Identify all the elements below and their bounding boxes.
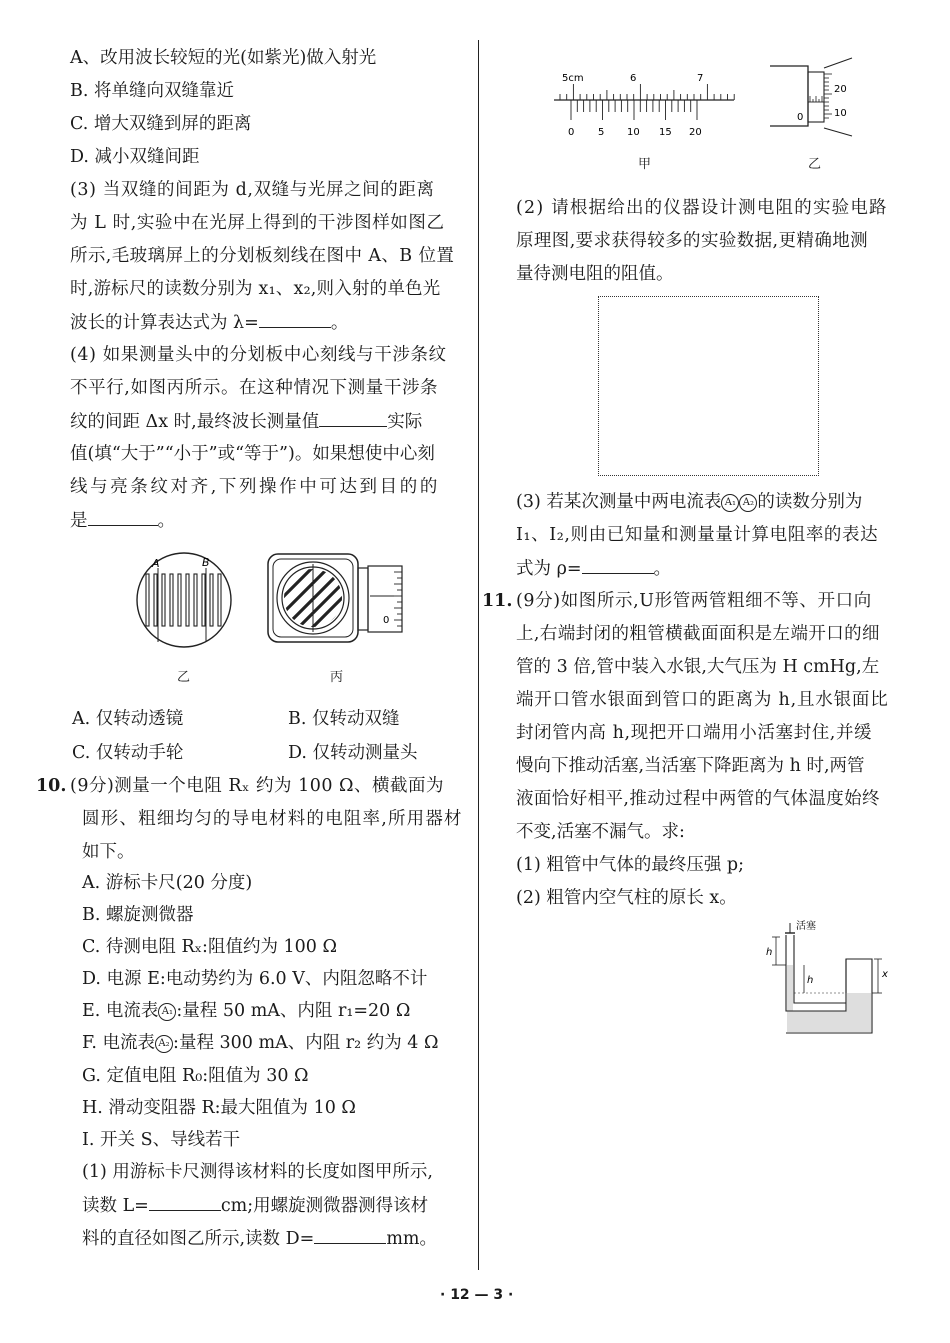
choice-c: C. 仅转动手轮 <box>72 743 184 763</box>
ammeter-a2-icon: A₂ <box>155 1035 173 1053</box>
q10-1-line-2-text: 读数 L= <box>82 1196 149 1216</box>
q11-line-1: (9分)如图所示,U形管两管粗细不等、开口向 <box>516 591 872 611</box>
equipment-g: G. 定值电阻 R₀:阻值为 30 Ω <box>82 1066 309 1086</box>
q10-3-line-1-tail: 的读数分别为 <box>757 492 863 512</box>
h-label-inner: h <box>807 975 814 986</box>
caliper-main-label-6: 6 <box>630 73 637 84</box>
q4-line-6 <box>70 507 175 534</box>
equipment-a: A. 游标卡尺(20 分度) <box>82 873 253 893</box>
q10-1-line-2 <box>82 1192 428 1219</box>
q10-line-3: 如下。 <box>82 842 135 862</box>
q3-line-3: 所示,毛玻璃屏上的分划板刻线在图中 A、B 位置 <box>70 246 455 266</box>
u-tube-figure <box>760 915 896 1037</box>
figure-yi-caption: 乙 <box>177 670 191 685</box>
choice-b: B. 仅转动双缝 <box>288 709 400 729</box>
q4-line-3 <box>70 408 422 435</box>
measuring-head-zero: 0 <box>383 615 390 626</box>
caliper-caption: 甲 <box>638 157 652 172</box>
q10-3-line-3-text: 式为 ρ= <box>516 559 582 579</box>
column-divider <box>478 40 479 1270</box>
q10-3-line-3 <box>516 555 671 582</box>
q10-1-mm: mm。 <box>386 1229 438 1249</box>
q11-line-3: 管的 3 倍,管中装入水银,大气压为 H cmHg,左 <box>516 657 880 677</box>
q11-line-4: 端开口管水银面到管口的距离为 h,且水银面比 <box>516 690 889 710</box>
q10-1-line-3-text: 料的直径如图乙所示,读数 D= <box>82 1229 315 1249</box>
q4-line-1: (4) 如果测量头中的分划板中心刻线与干涉条纹 <box>70 345 447 365</box>
length-blank[interactable] <box>149 1192 221 1211</box>
q3-line-5-text: 波长的计算表达式为 λ= <box>70 313 259 333</box>
q11-sub-2: (2) 粗管内空气柱的原长 x。 <box>516 888 737 908</box>
equipment-b: B. 螺旋测微器 <box>82 905 194 925</box>
caliper-vernier-label-15: 15 <box>659 127 672 138</box>
q10-3-line-1 <box>516 489 862 515</box>
option-c: C. 增大双缝到屏的距离 <box>70 114 252 134</box>
circuit-design-box[interactable] <box>598 296 819 476</box>
equipment-f <box>82 1030 438 1056</box>
equipment-e-label: E. 电流表 <box>82 1001 159 1021</box>
q10-line-1: (9分)测量一个电阻 Rₓ 约为 100 Ω、横截面为 <box>70 776 445 796</box>
equipment-i: I. 开关 S、导线若干 <box>82 1130 241 1150</box>
figure-bing-caption: 丙 <box>330 670 344 685</box>
caliper-vernier-label-0: 0 <box>568 127 575 138</box>
caliper-main-label-7: 7 <box>697 73 704 84</box>
q4-end: 。 <box>157 511 175 531</box>
q4-line-4: 值(填“大于”“小于”或“等于”)。如果想使中心刻 <box>70 444 435 464</box>
micrometer-figure <box>768 52 864 138</box>
q11-line-8: 不变,活塞不漏气。求: <box>516 822 685 842</box>
q4-line-6-text: 是 <box>70 511 88 531</box>
q10-2-line-2: 原理图,要求获得较多的实验数据,更精确地测 <box>516 231 869 251</box>
q4-line-5: 线与亮条纹对齐,下列操作中可达到目的的 <box>70 477 440 497</box>
q11-line-6: 慢向下推动活塞,当活塞下降距离为 h 时,两管 <box>516 756 865 776</box>
q10-2-line-1: (2) 请根据给出的仪器设计测电阻的实验电路 <box>516 198 888 218</box>
diameter-blank[interactable] <box>314 1225 386 1244</box>
option-a: A、改用波长较短的光(如紫光)做入射光 <box>70 48 377 68</box>
fringe-label-b: B <box>202 556 210 569</box>
q11-number: 11. <box>482 591 513 611</box>
fringe-label-a: A <box>152 557 160 570</box>
equipment-e-spec: :量程 50 mA、内阻 r₁=20 Ω <box>176 1001 411 1021</box>
equipment-f-spec: :量程 300 mA、内阻 r₂ 约为 4 Ω <box>173 1033 439 1053</box>
q4-line-3-text: 纹的间距 Δx 时,最终波长测量值 <box>70 412 320 432</box>
equipment-f-label: F. 电流表 <box>82 1033 156 1053</box>
measuring-head-figure-bing <box>266 552 408 644</box>
x-label: x <box>882 969 888 980</box>
q3-end: 。 <box>330 313 349 333</box>
q11-line-7: 液面恰好相平,推动过程中两管的气体温度始终 <box>516 789 880 809</box>
caliper-vernier-label-20: 20 <box>689 127 702 138</box>
micrometer-label-10: 10 <box>834 108 847 119</box>
fringe-figure-yi <box>126 550 242 650</box>
equipment-h: H. 滑动变阻器 R:最大阻值为 10 Ω <box>82 1098 356 1118</box>
caliper-vernier-label-10: 10 <box>627 127 640 138</box>
equipment-e <box>82 998 410 1024</box>
q11-line-5: 封闭管内高 h,现把开口端用小活塞封住,并缓 <box>516 723 873 743</box>
q10-3-line-1-text: (3) 若某次测量中两电流表 <box>516 492 722 512</box>
q10-line-2: 圆形、粗细均匀的导电材料的电阻率,所用器材 <box>82 809 463 829</box>
choice-a: A. 仅转动透镜 <box>72 709 184 729</box>
q10-3-line-2: I₁、I₂,则由已知量和测量量计算电阻率的表达 <box>516 525 879 545</box>
resistivity-blank[interactable] <box>582 555 654 574</box>
vernier-caliper-figure <box>548 70 738 142</box>
piston-label: 活塞 <box>796 921 816 932</box>
choice-d: D. 仅转动测量头 <box>288 743 418 763</box>
micrometer-label-0: 0 <box>797 112 804 123</box>
ammeter-a1-icon: A₁ <box>158 1003 176 1021</box>
h-label-left: h <box>766 947 773 958</box>
q4-line-2: 不平行,如图丙所示。在这种情况下测量干涉条 <box>70 378 439 398</box>
q3-line-5 <box>70 309 348 336</box>
operation-blank[interactable] <box>88 507 158 526</box>
caliper-main-label-5cm: 5cm <box>562 73 584 84</box>
q4-actual: 实际 <box>387 412 423 432</box>
q3-line-1: (3) 当双缝的间距为 d,双缝与光屏之间的距离 <box>70 180 435 200</box>
page-number: · 12 — 3 · <box>440 1287 514 1303</box>
equipment-d: D. 电源 E:电动势约为 6.0 V、内阻忽略不计 <box>82 969 428 989</box>
ammeter-a2-icon-2: A₂ <box>739 494 757 512</box>
q10-2-line-3: 量待测电阻的阻值。 <box>516 264 674 284</box>
caliper-vernier-label-5: 5 <box>598 127 605 138</box>
q11-line-2: 上,右端封闭的粗管横截面面积是左端开口的细 <box>516 624 880 644</box>
option-d: D. 减小双缝间距 <box>70 147 200 167</box>
option-b: B. 将单缝向双缝靠近 <box>70 81 234 101</box>
compare-blank[interactable] <box>319 408 387 427</box>
q3-line-2: 为 L 时,实验中在光屏上得到的干涉图样如图乙 <box>70 213 445 233</box>
ammeter-a1-icon-2: A₁ <box>721 494 739 512</box>
q10-1-line-1: (1) 用游标卡尺测得该材料的长度如图甲所示, <box>82 1162 433 1182</box>
q3-line-4: 时,游标尺的读数分别为 x₁、x₂,则入射的单色光 <box>70 279 441 299</box>
equipment-c: C. 待测电阻 Rₓ:阻值约为 100 Ω <box>82 937 337 957</box>
q10-number: 10. <box>36 776 67 796</box>
micrometer-label-20: 20 <box>834 84 847 95</box>
q10-1-cm: cm;用螺旋测微器测得该材 <box>220 1196 429 1216</box>
q10-3-end: 。 <box>653 559 672 579</box>
q10-1-line-3 <box>82 1225 437 1252</box>
micrometer-caption: 乙 <box>808 157 822 172</box>
wavelength-blank[interactable] <box>259 309 331 328</box>
q11-sub-1: (1) 粗管中气体的最终压强 p; <box>516 855 745 875</box>
